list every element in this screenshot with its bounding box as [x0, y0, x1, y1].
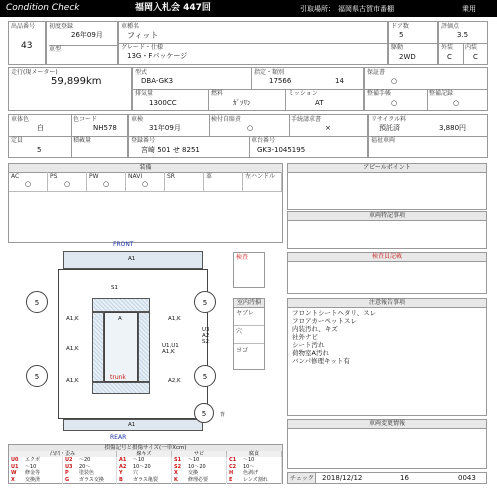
- legend-header: 腐食: [227, 451, 282, 457]
- inspector-box: 検査: [233, 252, 265, 288]
- right-pillar: [138, 312, 150, 382]
- remarks-list: [292, 309, 482, 365]
- equipment-item: [165, 172, 204, 192]
- legend-meaning: 修理必要: [188, 477, 209, 484]
- legend-code: X: [11, 477, 15, 484]
- footer-check: チェック 2018/12/12 16 0043: [287, 472, 487, 484]
- first-registration: 26年09月: [71, 31, 103, 39]
- legend-body: [9, 457, 282, 484]
- legend-entry: [172, 457, 227, 464]
- spare-label: 背: [220, 412, 226, 418]
- legend-meaning: 修金等: [25, 470, 41, 477]
- equipment-item-value: ○: [103, 180, 110, 188]
- equipment-title: 装備: [9, 164, 282, 173]
- equipment-item: [9, 172, 48, 192]
- legend-meaning: ～10: [188, 457, 200, 463]
- legend-entry: [172, 464, 227, 471]
- equipment-item-label: AC: [11, 173, 20, 180]
- auction-name: 福岡入札会 447回: [135, 3, 211, 13]
- legend-meaning: 色剥げ: [243, 470, 259, 477]
- legend-code: U2: [65, 457, 73, 463]
- trunk-label: trunk: [110, 374, 126, 381]
- color-box: 車体色 白 色コード NH578 定員 5 積載量: [8, 114, 128, 158]
- legend-meaning: ～10: [133, 457, 145, 463]
- legend-code: Y: [119, 470, 123, 477]
- damage-legend: 損傷記号と損傷サイズ(一単Xcm) 凸凹・歪み 線キズ サビ 腐食 U0 エクボ U2 ～20 A1 ～10 S1 ～10 C1 ～10 U1 ～10 U3 20～ A2 10～20 S2 10～20 C2 10～ W 修金等 P 塗装色 Y 穴 X 交換 H 色剥げ X 交換済 G ガラス交換 B ガラス亀裂 K 修理必要 E レンズ割れ: [8, 444, 283, 484]
- code-right-quarter: A2,K: [168, 378, 181, 384]
- sheet-title: Condition Check: [6, 3, 80, 13]
- legend-code: G: [65, 477, 70, 484]
- color-code: NH578: [93, 124, 117, 132]
- legend-entry: [227, 457, 282, 464]
- remark-item: フロントシートヘタリ、スレ: [292, 309, 377, 317]
- check-code: 0043: [458, 474, 476, 482]
- wheel-front-right: 5: [194, 291, 216, 313]
- legend-entry: [63, 477, 117, 484]
- remark-item: シート汚れ: [292, 341, 325, 349]
- legend-header: 凸凹・歪み: [9, 451, 117, 457]
- remark-item: 荷物室A汚れ: [292, 349, 329, 357]
- grade: 13G・Fパッケージ: [127, 52, 188, 60]
- check-count: 16: [400, 474, 409, 482]
- inspection-date: 31年09月: [149, 124, 181, 132]
- legend-code: C1: [229, 457, 237, 463]
- legend-header: 線キズ: [117, 451, 172, 457]
- code-left-rear-door: A1,K: [66, 346, 79, 352]
- doors: 5: [399, 31, 404, 39]
- legend-entry: [9, 477, 63, 484]
- legend-meaning: エクボ: [25, 457, 41, 463]
- code-left-quarter: A1,K: [66, 378, 79, 384]
- legend-header: サビ: [172, 451, 227, 457]
- spare-wheel: 5: [194, 403, 214, 423]
- pickup-label: 引取場所：: [300, 5, 335, 13]
- header-bar: [0, 0, 497, 17]
- interior-dirt: ヨゴ: [236, 347, 249, 354]
- legend-meaning: ～10: [25, 463, 37, 470]
- legend-code: C2: [229, 463, 237, 470]
- equipment-item-label: PW: [89, 173, 99, 180]
- legend-code: U1: [11, 463, 19, 470]
- score-box: 評価点 3.5 外装 C 内装 C: [438, 21, 488, 65]
- legend-entry: [227, 477, 282, 484]
- legend-meaning: 20～: [79, 463, 91, 470]
- check-date: 2018/12/12: [322, 474, 363, 482]
- code-right-front-door: A1,K: [168, 316, 181, 322]
- wheel-front-left: 5: [26, 291, 48, 313]
- designation: 17566: [269, 77, 292, 85]
- mileage-box: 走行(現メーター) 59,899km: [8, 67, 132, 111]
- legend-code: H: [229, 470, 234, 477]
- inspection-box: 車検 31年09月 検付自賠責 ○ 手続請求書 × 登録番号 宮崎 501 せ 8251 車台番号 GK3-1045195: [128, 114, 368, 158]
- equipment-item: [87, 172, 126, 192]
- category: 14: [335, 77, 344, 85]
- score: 3.5: [457, 31, 469, 39]
- legend-code: B: [119, 477, 123, 484]
- recycle-fee: 3,880円: [439, 124, 467, 132]
- body-color: 白: [37, 124, 44, 132]
- displacement: 1300CC: [149, 99, 177, 107]
- roof: [104, 312, 138, 382]
- equipment-item: [126, 172, 165, 192]
- doors-drive-box: ドア数 5 駆動 2WD: [388, 21, 438, 65]
- remark-item: バンパ修理キット有: [292, 357, 350, 365]
- legend-meaning: 10～20: [188, 463, 206, 470]
- code-hood: A1: [128, 256, 136, 262]
- chassis-number: GK3-1045195: [257, 146, 306, 154]
- equipment-item: [243, 172, 282, 192]
- interior-hole: 穴: [236, 328, 243, 335]
- model-box: 車種名 フィット グレード・仕様 13G・Fパッケージ: [118, 21, 388, 65]
- code-rear-bumper: A1: [128, 422, 136, 428]
- equipment-item-value: ○: [64, 180, 71, 188]
- code-right-side: U3 A2 S2: [202, 327, 210, 345]
- legend-meaning: 塗装色: [79, 470, 95, 477]
- recycle-box: リサイクル料 預託済 3,880円 福祉車両: [368, 114, 488, 158]
- legend-entry: [117, 464, 172, 471]
- legend-meaning: 10～: [243, 463, 255, 470]
- interior-grade: C: [473, 53, 478, 61]
- equipment-item-label: 革: [206, 173, 213, 180]
- capacity: 5: [37, 146, 42, 154]
- legend-meaning: 交換: [188, 470, 199, 477]
- mission: AT: [315, 99, 324, 107]
- code-right-rear-door: U1,U1 A1,K: [162, 343, 179, 355]
- legend-code: P: [65, 470, 69, 477]
- rear-label: REAR: [110, 434, 127, 441]
- legend-meaning: 交換済: [25, 477, 41, 484]
- legend-code: K: [174, 477, 178, 484]
- legend-meaning: ～10: [243, 457, 255, 463]
- equipment-item-value: ○: [25, 180, 32, 188]
- interior-tear: ヤブレ: [236, 310, 254, 317]
- legend-code: E: [229, 477, 233, 484]
- exterior-grade: C: [447, 53, 452, 61]
- remark-item: 内装汚れ、キズ: [292, 325, 338, 333]
- wheel-rear-left: 5: [26, 365, 48, 387]
- equipment-item: [48, 172, 87, 192]
- legend-code: W: [11, 470, 17, 477]
- legend-meaning: ～20: [79, 457, 91, 463]
- warranty: ○: [391, 77, 398, 85]
- legend-entry: [117, 477, 172, 484]
- change-info-panel: 車両変更情報: [287, 419, 487, 469]
- legend-meaning: ガラス亀裂: [133, 477, 158, 484]
- equipment-row: [9, 172, 282, 192]
- inspector-notes-panel: 検査員記載: [287, 252, 487, 294]
- fuel: ｶﾞｿﾘﾝ: [233, 99, 251, 107]
- first-registration-box: 初度登録 26年09月 車型: [46, 21, 118, 65]
- rear-window: [92, 382, 150, 394]
- equipment-item-label: 左ハンドル: [245, 173, 276, 180]
- remark-item: フロアカーペットスレ: [292, 317, 357, 325]
- maintenance-record: ○: [453, 99, 460, 107]
- legend-entry: [9, 457, 63, 464]
- legend-code: S1: [174, 457, 182, 463]
- front-label: FRONT: [113, 241, 134, 248]
- equipment-item-label: SR: [167, 173, 175, 180]
- pickup-location: 福岡県古賀市番棚: [338, 5, 394, 13]
- records-box: 保証書 ○ 整備手帳 ○ 整備記録 ○: [364, 67, 488, 111]
- equipment-item: [204, 172, 243, 192]
- spec-box: 型式 DBA-GK3 指定・類別 17566 14 排気量 1300CC 燃料 ｶﾞｿﾘﾝ ミッション AT: [132, 67, 364, 111]
- legend-code: X: [174, 470, 178, 477]
- procedure-form: ×: [325, 124, 331, 132]
- legend-code: A2: [119, 463, 127, 470]
- legend-meaning: 穴: [133, 470, 139, 477]
- legend-entry: [172, 477, 227, 484]
- registration-number: 宮崎 501 せ 8251: [141, 146, 200, 154]
- equipment-item-label: PS: [50, 173, 58, 180]
- drive: 2WD: [399, 53, 416, 61]
- remark-item: 社外ナビ: [292, 333, 318, 341]
- wheel-rear-right: 5: [194, 365, 216, 387]
- legend-entry: [117, 457, 172, 464]
- code-roof-front: S1: [111, 285, 118, 291]
- lot-number: 43: [21, 41, 33, 51]
- model-code: DBA-GK3: [141, 77, 174, 85]
- equipment-item-value: ○: [142, 180, 149, 188]
- liability-insurance: ○: [247, 124, 254, 132]
- interior-stain-box: 室内汚損 ヤブレ 穴 ヨゴ: [233, 298, 265, 370]
- legend-code: S2: [174, 463, 182, 470]
- legend-meaning: ガラス交換: [79, 477, 104, 484]
- maintenance-book: ○: [391, 99, 398, 107]
- left-pillar: [92, 312, 104, 382]
- code-left-front-door: A1,K: [66, 316, 79, 322]
- windshield: [92, 298, 150, 312]
- mileage: 59,899km: [51, 76, 102, 87]
- remarks-panel: 注意報告事項 フロントシートヘタリ、スレ フロアカーペットスレ 内装汚れ、キズ 社外ナビ シート汚れ 荷物室A汚れ バンパ修理キット有: [287, 298, 487, 416]
- legend-meaning: 10～20: [133, 463, 151, 470]
- legend-meaning: レンズ割れ: [243, 477, 268, 484]
- equipment-panel: [8, 163, 283, 243]
- model-name: フィット: [127, 31, 159, 40]
- legend-code: U3: [65, 463, 73, 470]
- appeal-panel: アピールポイント: [287, 163, 487, 210]
- recycle-status: 預託済: [379, 124, 400, 132]
- special-notes-panel: 車両特記事項: [287, 211, 487, 249]
- legend-entry: [63, 457, 117, 464]
- legend-code: U0: [11, 457, 19, 463]
- vehicle-class: 乗用: [462, 5, 476, 13]
- equipment-item-label: NAVI: [128, 173, 143, 180]
- lot-box: 出品番号 43: [8, 21, 46, 65]
- legend-code: A1: [119, 457, 127, 463]
- code-roof: A: [118, 316, 122, 322]
